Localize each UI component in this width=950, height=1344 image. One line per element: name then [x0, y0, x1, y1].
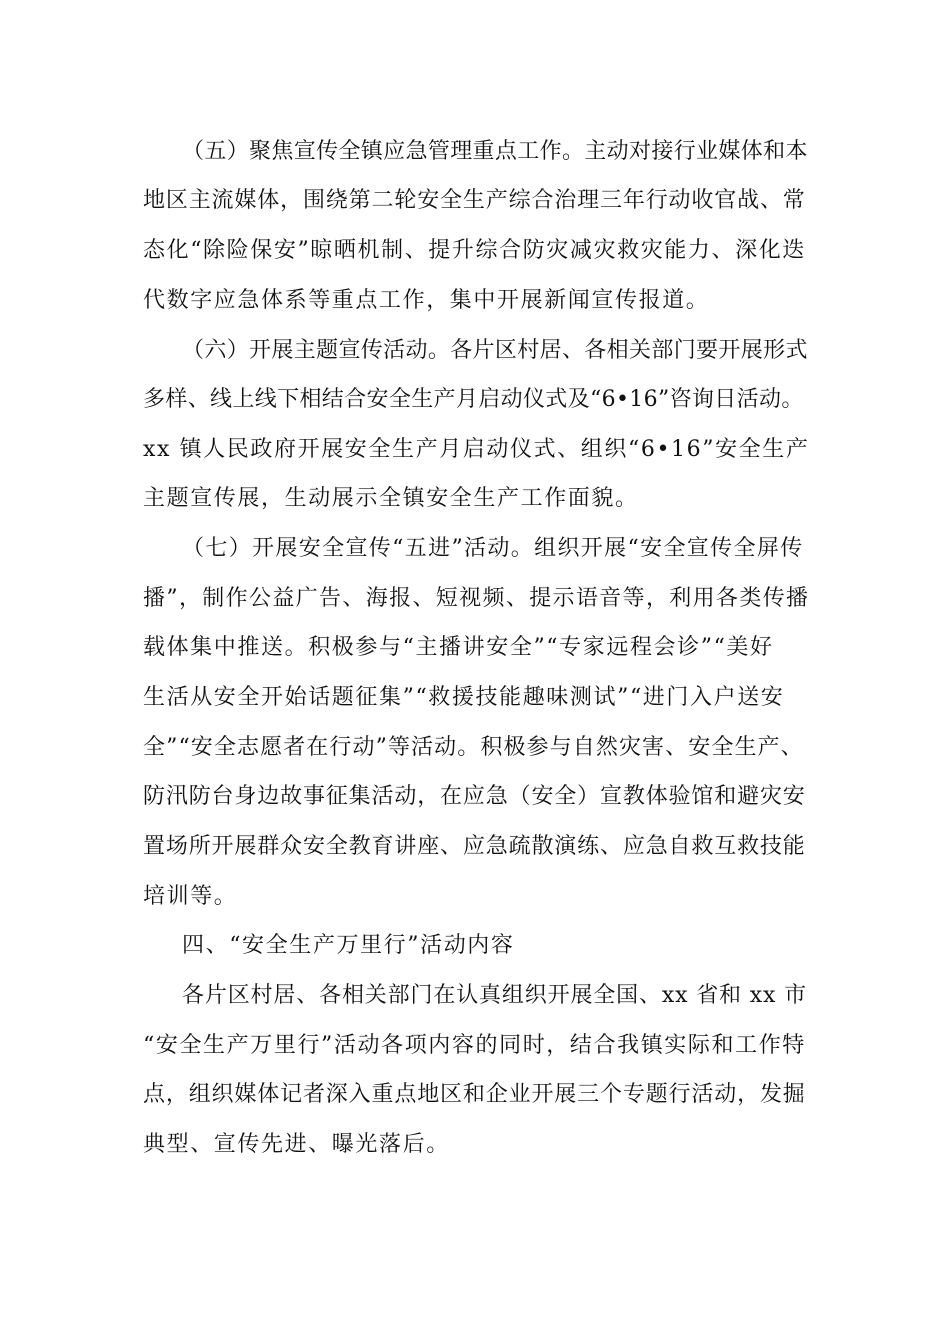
paragraph-8-line-2: “安全生产万里行”活动各项内容的同时，结合我镇实际和工作特 — [143, 1033, 806, 1058]
section-heading-4: 四、“安全生产万里行”活动内容 — [182, 933, 515, 958]
paragraph-5-line-3: 态化“除险保安”晾晒机制、提升综合防灾减灾救灾能力、深化迭 — [143, 238, 806, 263]
paragraph-6-line-3: xx 镇人民政府开展安全生产月启动仪式、组织“6•16”安全生产 — [143, 437, 810, 462]
paragraph-8-line-1: 各片区村居、各相关部门在认真组织开展全国、xx 省和 xx 市 — [182, 983, 807, 1008]
paragraph-5-line-2: 地区主流媒体，围绕第二轮安全生产综合治理三年行动收官战、常 — [143, 188, 806, 213]
paragraph-5-line-1: （五）聚焦宣传全镇应急管理重点工作。主动对接行业媒体和本 — [182, 139, 808, 164]
paragraph-7-line-6: 防汛防台身边故事征集活动，在应急（安全）宣教体验馆和避灾安 — [143, 784, 806, 809]
paragraph-7-line-8: 培训等。 — [143, 884, 238, 909]
paragraph-8-line-3: 点，组织媒体记者深入重点地区和企业开展三个专题行活动，发掘 — [143, 1082, 806, 1107]
paragraph-7-line-2: 播”，制作公益广告、海报、短视频、提示语音等，利用各类传播 — [143, 586, 810, 611]
paragraph-6-line-4: 主题宣传展，生动展示全镇安全生产工作面貌。 — [143, 486, 639, 511]
paragraph-8-line-4: 典型、宣传先进、曝光落后。 — [143, 1132, 450, 1157]
paragraph-7-line-7: 置场所开展群众安全教育讲座、应急疏散演练、应急自救互救技能 — [143, 834, 806, 859]
paragraph-6-line-2: 多样、线上线下相结合安全生产月启动仪式及“6•16”咨询日活动。 — [143, 387, 804, 412]
paragraph-5-line-4: 代数字应急体系等重点工作，集中开展新闻宣传报道。 — [143, 288, 710, 313]
paragraph-6-line-1: （六）开展主题宣传活动。各片区村居、各相关部门要开展形式 — [182, 338, 808, 363]
paragraph-7-line-3: 载体集中推送。积极参与“主播讲安全”“专家远程会诊”“美好 — [143, 635, 774, 660]
paragraph-7-line-5: 全”“安全志愿者在行动”等活动。积极参与自然灾害、安全生产、 — [143, 735, 804, 760]
paragraph-7-line-1: （七）开展安全宣传“五进”活动。组织开展“安全宣传全屏传 — [182, 536, 804, 561]
paragraph-7-line-4: 生活从安全开始话题征集”“救援技能趣味测试”“进门入户送安 — [143, 685, 785, 710]
